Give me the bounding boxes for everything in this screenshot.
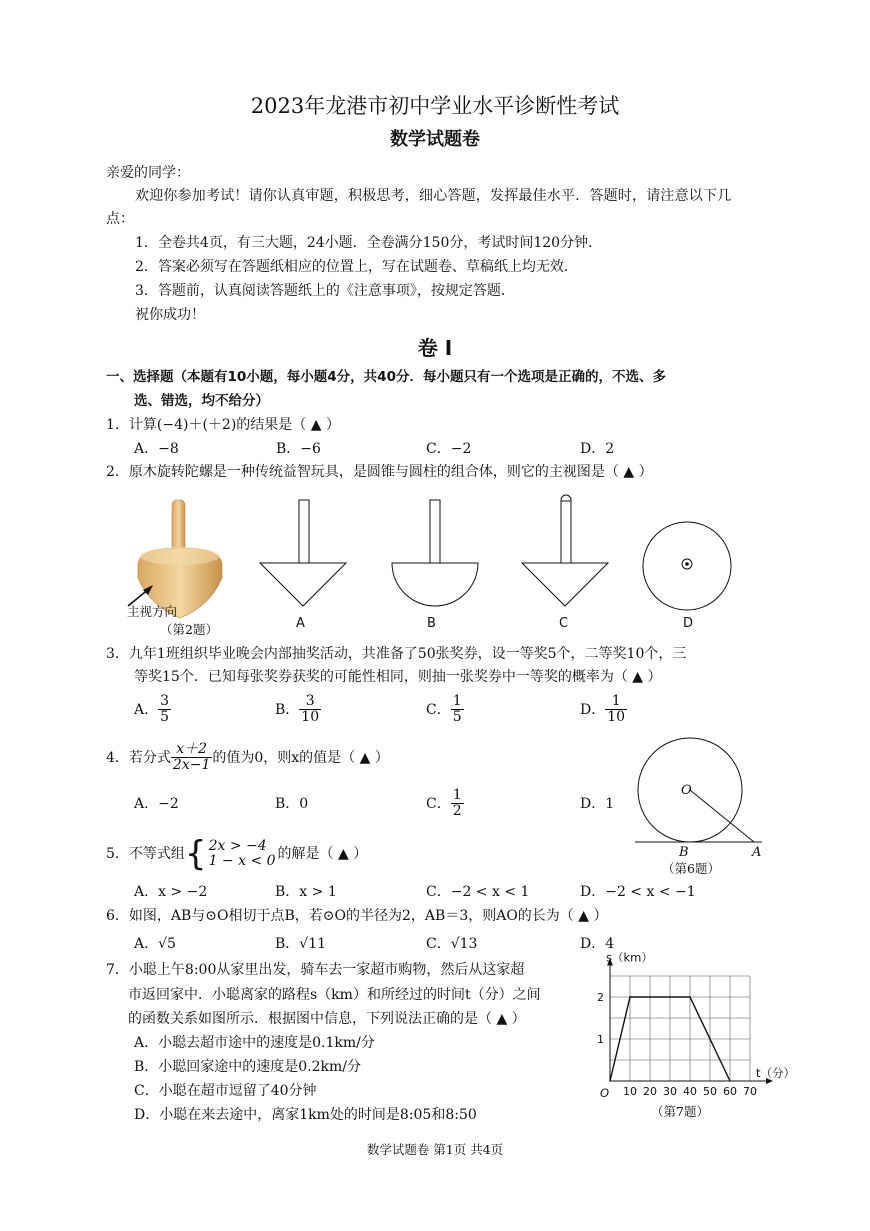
q7-option-c: C．小聪在超市逗留了40分钟	[134, 1083, 317, 1099]
q7-option-d: D．小聪在来去途中，离家1km处的时间是8:05和8:50	[134, 1107, 477, 1123]
q6-option-b: B．√11	[275, 936, 327, 952]
x-axis-label: t（分）	[756, 1066, 796, 1080]
question-1-stem: 1．计算(−4)＋(＋2)的结果是（ ▲ ）	[106, 417, 340, 433]
q4-fraction	[171, 742, 212, 774]
q5-option-d: D．−2 < x < −1	[580, 884, 696, 900]
denominator: 10	[301, 709, 320, 726]
question-6-figure	[630, 740, 770, 850]
numerator: 3	[160, 693, 170, 709]
numerator: 3	[299, 694, 321, 710]
inequality-1: 2x > −4	[208, 837, 267, 854]
q6-option-c: C．√13	[426, 936, 478, 952]
q4-option-b: B．0	[275, 796, 309, 812]
x-tick-label: 10	[623, 1085, 637, 1098]
q3-option-b	[275, 694, 321, 726]
question-7-stem: 7．小聪上午8:00从家里出发，骑车去一家超市购物，然后从这家超	[106, 962, 525, 978]
q4-option-d: D．1	[580, 796, 615, 812]
q5-prefix: 5．不等式组	[106, 846, 185, 862]
exam-title: 2023年龙港市初中学业水平诊断性考试	[250, 94, 620, 118]
brace: {	[184, 834, 207, 874]
section-heading-cont: 选、错选，均不给分）	[134, 393, 269, 409]
page-footer: 数学试题卷 第1页 共4页	[366, 1142, 504, 1157]
greeting: 亲爱的同学：	[106, 165, 190, 181]
numerator: 1	[605, 694, 627, 710]
q4-prefix: 4．若分式	[106, 749, 171, 766]
volume-heading: 卷 Ⅰ	[417, 336, 453, 360]
option-a-label: A	[296, 616, 305, 631]
question-6-stem: 6．如图，AB与⊙O相切于点B，若⊙O的半径为2，AB＝3，则AO的长为（ ▲ ）	[106, 908, 608, 924]
y-axis-label: s（km）	[606, 950, 653, 965]
q6-option-d: D．4	[580, 936, 615, 952]
intro-line-cont: 点：	[106, 211, 134, 227]
q3-option-b-fraction	[299, 694, 321, 726]
q7-caption: （第7题）	[651, 1104, 709, 1119]
question-7-stem-3: 的函数关系如图所示．根据图中信息，下列说法正确的是（ ▲ ）	[128, 1011, 526, 1027]
point-b-label: B	[679, 845, 689, 860]
distance-series-point	[609, 1080, 611, 1082]
q4-option-a: A．−2	[134, 796, 179, 812]
question-3-stem: 3．九年1班组织毕业晚会内部抽奖活动，共准备了50张奖券，设一等奖5个，二等奖10个，三	[106, 646, 687, 662]
question-2-stem: 2．原木旋转陀螺是一种传统益智玩具，是圆锥与圆柱的组合体，则它的主视图是（ ▲ ）	[106, 464, 653, 480]
denominator: 2x−1	[172, 757, 211, 774]
q4-suffix: 的值为0，则x的值是（ ▲ ）	[212, 749, 389, 766]
y-tick-label: 1	[597, 1033, 604, 1046]
distance-series-point	[729, 1080, 731, 1082]
q7-option-b: B．小聪回家途中的速度是0.2km/分	[134, 1059, 362, 1075]
q4-option-c	[426, 788, 464, 820]
denominator: 10	[607, 709, 626, 726]
q5-option-b: B．x > 1	[275, 884, 337, 900]
q1-option-a: A．−8	[134, 441, 179, 457]
q5-option-a: A．x > −2	[134, 884, 208, 900]
q5-option-c: C．−2 < x < 1	[426, 884, 530, 900]
q3-option-a-label: A．	[134, 701, 159, 718]
q1-option-c: C．−2	[426, 441, 472, 457]
q4-option-c-label: C．	[426, 795, 451, 812]
q5-suffix: 的解是（ ▲ ）	[277, 846, 368, 862]
q3-option-a	[134, 694, 171, 726]
y-tick-label: 2	[597, 991, 604, 1004]
q3-option-a-fraction	[158, 694, 171, 726]
section-heading: 一、选择题（本题有10小题，每小题4分，共40分．每小题只有一个选项是正确的，不选、多	[106, 369, 666, 385]
option-d-label: D	[683, 616, 694, 631]
option-c-figure	[520, 495, 610, 610]
q6-caption: （第6题）	[662, 861, 720, 876]
wish: 祝你成功！	[135, 307, 205, 323]
distance-time-chart	[580, 950, 796, 1115]
rule-1: 1．全卷共4页，有三大题，24小题．全卷满分150分，考试时间120分钟．	[135, 235, 603, 251]
distance-series-point	[689, 996, 691, 998]
numerator: 1	[452, 693, 462, 709]
x-tick-label: 40	[683, 1085, 697, 1098]
denominator: 2	[452, 803, 462, 820]
denominator: 5	[452, 709, 462, 726]
q3-option-c	[426, 694, 464, 726]
origin-label: O	[600, 1086, 610, 1100]
q3-option-c-label: C．	[426, 701, 451, 718]
denominator: 5	[160, 709, 170, 726]
numerator: x＋2	[171, 742, 212, 758]
q1-option-b: B．−6	[276, 441, 321, 457]
inequality-system	[207, 839, 278, 870]
question-5-stem	[106, 834, 368, 874]
option-b-figure	[390, 500, 480, 610]
paper-subtitle: 数学试题卷	[390, 129, 480, 150]
point-o-label: O	[681, 783, 692, 798]
intro-line: 欢迎你参加考试！请你认真审题，积极思考，细心答题，发挥最佳水平．答题时，请注意以下几	[135, 188, 732, 204]
question-7-stem-2: 市返回家中．小聪离家的路程s（km）和所经过的时间t（分）之间	[128, 987, 541, 1003]
q3-option-b-label: B．	[275, 701, 300, 718]
x-tick-label: 70	[743, 1085, 757, 1098]
option-c-label: C	[559, 616, 569, 631]
distance-series-point	[629, 996, 631, 998]
view-direction-label: 主视方向	[127, 604, 178, 619]
question-4-stem	[106, 742, 389, 774]
q3-option-d	[580, 694, 627, 726]
x-tick-label: 60	[723, 1085, 737, 1098]
rule-2: 2．答案必须写在答题纸相应的位置上，写在试题卷、草稿纸上均无效．	[135, 259, 578, 275]
option-a-figure	[258, 500, 348, 610]
q3-option-d-label: D．	[580, 701, 606, 718]
option-d-figure	[640, 520, 740, 612]
q3-option-d-fraction	[605, 694, 627, 726]
rule-3: 3．答题前，认真阅读答题纸上的《注意事项》，按规定答题．	[135, 283, 515, 299]
option-b-label: B	[427, 616, 436, 631]
x-tick-label: 30	[663, 1085, 677, 1098]
question-3-stem-cont: 等奖15个．已知每张奖券获奖的可能性相同，则抽一张奖券中一等奖的概率为（ ▲ ）	[134, 669, 662, 685]
numerator: 1	[452, 787, 462, 803]
q4-option-c-fraction	[451, 788, 464, 820]
q7-option-a: A．小聪去超市途中的速度是0.1km/分	[134, 1035, 375, 1051]
x-tick-label: 50	[703, 1085, 717, 1098]
x-tick-label: 20	[643, 1085, 657, 1098]
q2-caption: （第2题）	[160, 622, 218, 637]
inequality-2: 1 − x < 0	[208, 853, 276, 869]
point-a-label: A	[752, 845, 762, 860]
q1-option-d: D．2	[580, 441, 615, 457]
q6-option-a: A．√5	[134, 936, 176, 952]
q3-option-c-fraction	[451, 694, 464, 726]
